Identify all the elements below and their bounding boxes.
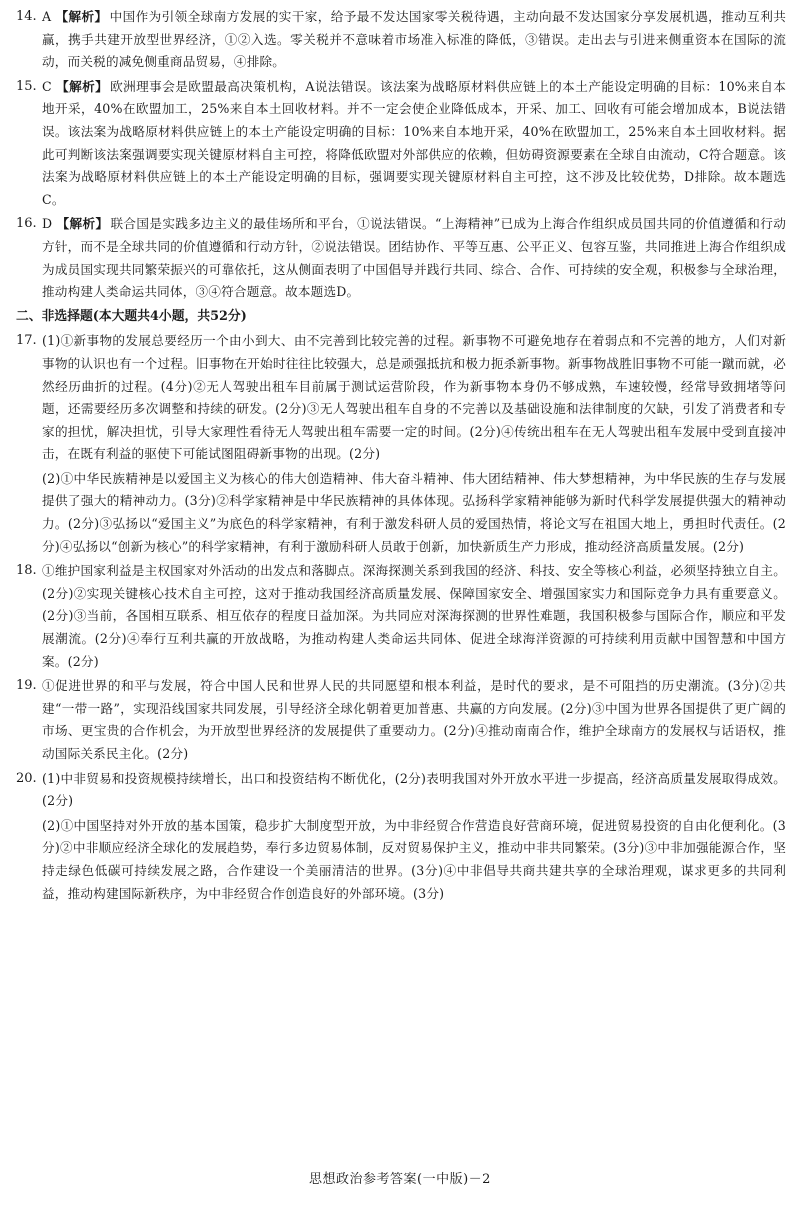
analysis-tag: 【解析】 xyxy=(55,78,109,94)
question-number: 15. xyxy=(16,78,37,94)
analysis-text: 联合国是实践多边主义的最佳场所和平台，①说法错误。“上海精神”已成为上海合作组织成员国共同的价值遵循和行动方针，而不是全球共同的价值遵循和行动方针，②说法错误。团结协作、平等互惠、公平正义、包容互鉴，共同推进上海合作组织成为成员国实现共同繁荣振兴的可靠依托，这从侧面表明了中国倡导并践行共同、综合、合作、可持续的安全观，积极参与全球治理，推动构建人类命运共同体，③④符合题意。故本题选D。 xyxy=(42,216,786,300)
answer-item-14 xyxy=(16,6,786,74)
answer-content xyxy=(16,6,786,907)
analysis-tag: 【解析】 xyxy=(55,9,108,24)
answer-paragraph: (2)①中华民族精神是以爱国主义为核心的伟大创造精神、伟大奋斗精神、伟大团结精神、伟大梦想精神，为中华民族的生存与发展提供了强大的精神动力。(3分)②科学家精神是中华民族精神的具体体现。弘扬科学家精神能够为新时代科学发展提供强大的精神动力。(2分)③弘扬以“爱国主义”为底色的科学家精神，有利于激发科研人员的爱国热情，将论文写在祖国大地上，勇担时代责任。(2分)④弘扬以“创新为核心”的科学家精神，有利于激励科研人员敢于创新，加快新质生产力形成，推动经济高质量发展。(2分) xyxy=(42,470,786,554)
answer-body xyxy=(42,213,786,303)
question-number: 18. xyxy=(16,563,37,579)
answer-body xyxy=(42,6,786,74)
answer-choice: C xyxy=(42,78,52,94)
answer-paragraph: (1)中非贸易和投资规模持续增长，出口和投资结构不断优化，(2分)表明我国对外开放水平进一步提高，经济高质量发展取得成效。(2分) xyxy=(42,770,786,809)
page-footer: 思想政治参考答案(一中版)－2 xyxy=(309,1172,491,1187)
section-title: 二、非选择题(本大题共4小题，共52分) xyxy=(16,308,247,324)
question-number: 16. xyxy=(16,216,37,232)
analysis-text: 中国作为引领全球南方发展的实干家，给予最不发达国家零关税待遇，主动向最不发达国家分享发展机遇，推动互利共赢，携手共建开放型世界经济，①②入选。零关税并不意味着市场准入标准的降低，③错误。走出去与引进来侧重资本在国际的流动，而关税的减免侧重商品贸易，④排除。 xyxy=(42,9,786,70)
answer-choice: A xyxy=(42,9,52,24)
analysis-tag: 【解析】 xyxy=(56,216,109,232)
answer-choice: D xyxy=(42,216,53,232)
answer-paragraph: (1)①新事物的发展总要经历一个由小到大、由不完善到比较完善的过程。新事物不可避免地存在着弱点和不完善的地方，人们对新事物的认识也有一个过程。旧事物在开始时往往比较强大，总是顽强抵抗和极力扼杀新事物。新事物战胜旧事物不可能一蹴而就，必然经历曲折的过程。(4分)②无人驾驶出租车目前属于测试运营阶段，作为新事物本身仍不够成熟，车速较慢，经常导致拥堵等问题，还需要经历多次调整和持续的研发。(2分)③无人驾驶出租车自身的不完善以及基础设施和法律制度的欠缺，引发了消费者和专家的担忧，解决担忧，引导大家理性看待无人驾驶出租车需要一定的时间。(2分)④传统出租车在无人驾驶出租车发展中受到直接冲击，在既有利益的驱使下可能试图阻碍新事物的出现。(2分) xyxy=(42,333,786,462)
answer-item-17 xyxy=(16,330,786,466)
analysis-text: 欧洲理事会是欧盟最高决策机构，A说法错误。该法案为战略原材料供应链上的本土产能设定明确的目标：10%来自本地开采，40%在欧盟加工，25%来自本土回收材料。并不一定会使企业降低成本，开采、加工、回收有可能会增加成本，B说法错误。该法案为战略原材料供应链上的本土产能设定明确的目标：10%来自本地开采，40%在欧盟加工，25%来自本土回收材料。据此可判断该法案强调要实现关键原材料自主可控，将降低欧盟对外部供应的依赖，但妨碍资源要素在全球自由流动，C符合题意。该法案为战略原材料供应链上的本土产能设定明确的目标，强调要实现关键原材料自主可控，这不涉及比较优势，D排除。故本题选C。 xyxy=(42,78,787,207)
answer-item-20 xyxy=(16,768,786,813)
answer-paragraph: ①维护国家利益是主权国家对外活动的出发点和落脚点。深海探测关系到我国的经济、科技、安全等核心利益，必须坚持独立自主。(2分)②实现关键核心技术自主可控，这对于推动我国经济高质量发展、保障国家安全、增强国家实力和国际竞争力具有重要意义。(2分)③当前，各国相互联系、相互依存的程度日益加深。为共同应对深海探测的世界性难题，我国积极参与国际合作，顺应和平发展潮流。(2分)④奉行互利共赢的开放战略，为推动构建人类命运共同体、促进全球海洋资源的可持续利用贡献中国智慧和中国方案。(2分) xyxy=(42,563,786,669)
answer-paragraph: (2)①中国坚持对外开放的基本国策，稳步扩大制度型开放，为中非经贸合作营造良好营商环境，促进贸易投资的自由化便利化。(3分)②中非顺应经济全球化的发展趋势，奉行多边贸易体制，反对贸易保护主义，推动中非共同繁荣。(3分)③中非加强能源合作，坚持走绿色低碳可持续发展之路，合作建设一个美丽清洁的世界。(3分)④中非倡导共商共建共享的全球治理观，谋求更多的共同利益，推动构建国际新秩序，为中非经贸合作创造良好的外部环境。(3分) xyxy=(42,817,786,901)
answer-paragraph: ①促进世界的和平与发展，符合中国人民和世界人民的共同愿望和根本利益，是时代的要求，是不可阻挡的历史潮流。(3分)②共建“一带一路”，实现沿线国家共同发展，引导经济全球化朝着更加普惠、共赢的方向发展。(2分)③中国为世界各国提供了更广阔的市场、更宝贵的合作机会，为开放型世界经济的发展提供了重要动力。(2分)④推动南南合作，维护全球南方的发展权与话语权，推动国际关系民主化。(2分) xyxy=(42,678,786,761)
answer-item-15 xyxy=(16,76,786,212)
answer-item-19 xyxy=(16,675,786,765)
answer-item-16 xyxy=(16,213,786,303)
question-number: 20. xyxy=(16,770,37,786)
question-number: 17. xyxy=(16,333,37,349)
question-number: 14. xyxy=(16,9,37,24)
question-number: 19. xyxy=(16,678,37,694)
answer-item-18 xyxy=(16,560,786,673)
answer-body xyxy=(42,76,786,212)
